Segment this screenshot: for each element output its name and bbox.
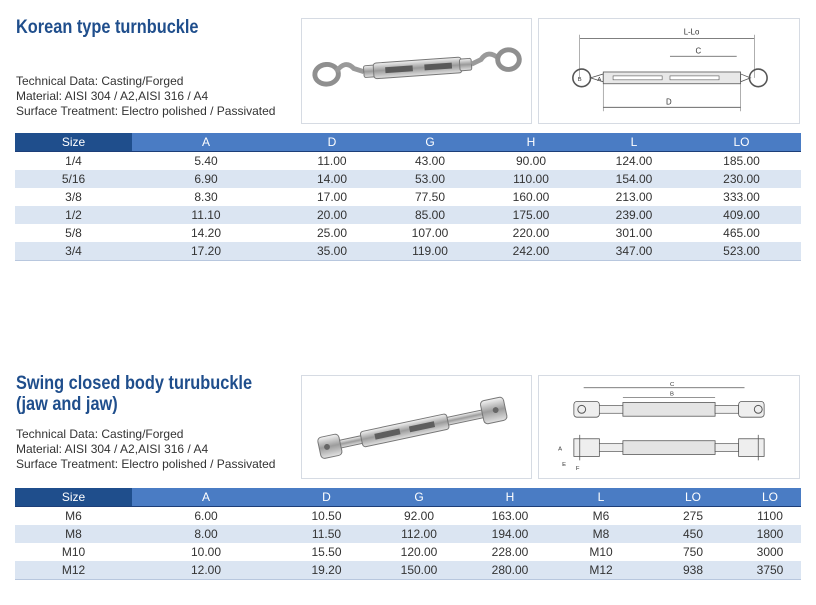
table-cell: 347.00 (586, 242, 682, 261)
column-header: LO (739, 488, 801, 507)
table-row (15, 507, 801, 526)
table-cell: 465.00 (723, 226, 760, 240)
tech-line: Technical Data: Casting/Forged (16, 427, 184, 441)
table-cell: M6 (65, 509, 82, 523)
diagram-label-b: B (669, 391, 674, 398)
table-cell: 409.00 (682, 206, 801, 224)
table-cell: 194.00 (465, 525, 555, 543)
table-cell: 11.10 (132, 206, 280, 224)
tech-line: Surface Treatment: Electro polished / Passivated (16, 104, 276, 118)
diagram-label-a: A (558, 446, 563, 453)
table-cell: 5/8 (65, 226, 82, 240)
table-cell: 8.00 (132, 525, 280, 543)
table-cell: 25.00 (316, 226, 348, 240)
table-cell: 10.50 (311, 509, 342, 523)
column-header: LO (682, 133, 801, 152)
diagram-label-c: C (669, 381, 675, 388)
table-cell: 112.00 (373, 525, 465, 543)
table-cell: 185.00 (723, 154, 760, 168)
table-cell: 119.00 (384, 242, 476, 261)
table-cell: 92.00 (403, 509, 435, 523)
table-cell: 1800 (739, 525, 801, 543)
spec-table-korean (15, 133, 801, 261)
table-cell: M12 (15, 561, 132, 580)
table-cell: 150.00 (373, 561, 465, 580)
spec-table-swing (15, 488, 801, 580)
table-cell: 14.00 (280, 170, 384, 188)
column-header: D (280, 488, 373, 507)
section2-title-line: (jaw and jaw) (16, 394, 118, 415)
column-header: L (586, 133, 682, 152)
korean-turnbuckle-photo (301, 18, 532, 124)
table-cell: M6 (592, 509, 610, 523)
section1-tech-data (16, 74, 275, 119)
table-cell: 43.00 (414, 154, 446, 168)
table-cell: 175.00 (476, 206, 586, 224)
column-header: G (373, 488, 465, 507)
column-header: A (132, 488, 280, 507)
table-cell: 163.00 (491, 509, 529, 523)
tech-line: Material: AISI 304 / A2,AISI 316 / A4 (16, 442, 209, 456)
table-cell: 239.00 (586, 206, 682, 224)
diagram-label-c: C (695, 46, 702, 56)
table-cell: 10.00 (190, 545, 222, 559)
column-header: D (280, 133, 384, 152)
table-cell: 1/2 (15, 206, 132, 224)
column-header: L (555, 488, 647, 507)
table-cell: 5.40 (194, 154, 218, 168)
table-cell: 228.00 (491, 545, 529, 559)
table-cell: 6.00 (194, 509, 218, 523)
table-row (15, 525, 801, 543)
table-cell: 14.20 (190, 226, 222, 240)
column-header: H (476, 133, 586, 152)
column-header: H (465, 488, 555, 507)
table-cell: 333.00 (723, 190, 760, 204)
table-cell: 85.00 (384, 206, 476, 224)
table-cell: M8 (15, 525, 132, 543)
table-cell: 280.00 (465, 561, 555, 580)
table-cell: 17.20 (132, 242, 280, 261)
table-cell: 154.00 (586, 170, 682, 188)
table-cell: 17.00 (316, 190, 348, 204)
table-cell: 230.00 (682, 170, 801, 188)
diagram-label-e: E (562, 462, 567, 469)
diagram-label-f: F (575, 466, 580, 473)
table-row (15, 561, 801, 580)
table-cell: 220.00 (512, 226, 550, 240)
table-cell: M8 (555, 525, 647, 543)
section1-title: Korean type turnbuckle (16, 17, 199, 38)
table-cell: M12 (555, 561, 647, 580)
table-row (15, 152, 801, 171)
table-cell: 77.50 (414, 190, 446, 204)
table-cell: 11.50 (280, 525, 373, 543)
table-cell: 120.00 (400, 545, 438, 559)
table-cell: 35.00 (280, 242, 384, 261)
column-header: Size (15, 133, 132, 152)
swing-turnbuckle-photo (301, 375, 532, 479)
table-cell: 110.00 (476, 170, 586, 188)
column-header: G (384, 133, 476, 152)
table-header-row (15, 488, 801, 507)
table-cell: 242.00 (476, 242, 586, 261)
table-cell: 12.00 (132, 561, 280, 580)
tech-line: Technical Data: Casting/Forged (16, 74, 184, 88)
table-cell: 3750 (739, 561, 801, 580)
table-cell: 160.00 (512, 190, 550, 204)
table-cell: 3000 (756, 545, 784, 559)
column-header: LO (647, 488, 739, 507)
table-cell: M10 (61, 545, 86, 559)
table-cell: 8.30 (194, 190, 218, 204)
table-cell: 20.00 (280, 206, 384, 224)
column-header: A (132, 133, 280, 152)
table-row (15, 188, 801, 206)
table-row (15, 206, 801, 224)
table-cell: 1/4 (65, 154, 82, 168)
table-row (15, 543, 801, 561)
table-cell: 3/8 (65, 190, 82, 204)
diagram-label-d: D (666, 97, 672, 107)
table-header-row (15, 133, 801, 152)
table-cell: 6.90 (132, 170, 280, 188)
diagram-label-b: B (577, 76, 582, 83)
table-cell: 90.00 (515, 154, 547, 168)
swing-turnbuckle-diagram (538, 375, 800, 479)
table-cell: 19.20 (280, 561, 373, 580)
tech-line: Material: AISI 304 / A2,AISI 316 / A4 (16, 89, 209, 103)
korean-turnbuckle-diagram (538, 18, 800, 124)
table-cell: 1100 (757, 509, 783, 523)
section2-title (16, 373, 252, 415)
table-row (15, 170, 801, 188)
table-cell: 750 (682, 545, 704, 559)
table-cell: 107.00 (411, 226, 449, 240)
table-cell: 275 (682, 509, 704, 523)
table-row (15, 224, 801, 242)
table-row (15, 242, 801, 261)
table-cell: M10 (589, 545, 613, 559)
table-cell: 450 (647, 525, 739, 543)
table-cell: 124.00 (615, 154, 653, 168)
table-cell: 938 (647, 561, 739, 580)
table-cell: 53.00 (384, 170, 476, 188)
diagram-label-a: A (597, 76, 602, 83)
tech-line: Surface Treatment: Electro polished / Passivated (16, 457, 276, 471)
table-cell: 3/4 (15, 242, 132, 261)
table-cell: 5/16 (15, 170, 132, 188)
table-cell: 11.00 (317, 154, 347, 168)
table-cell: 301.00 (615, 226, 653, 240)
section2-title-line: Swing closed body turubuckle (16, 373, 253, 394)
table-cell: 523.00 (682, 242, 801, 261)
diagram-label-llo: L-Lo (683, 27, 700, 37)
table-cell: 213.00 (615, 190, 653, 204)
column-header: Size (15, 488, 132, 507)
table-cell: 15.50 (311, 545, 342, 559)
section2-tech-data (16, 427, 275, 472)
